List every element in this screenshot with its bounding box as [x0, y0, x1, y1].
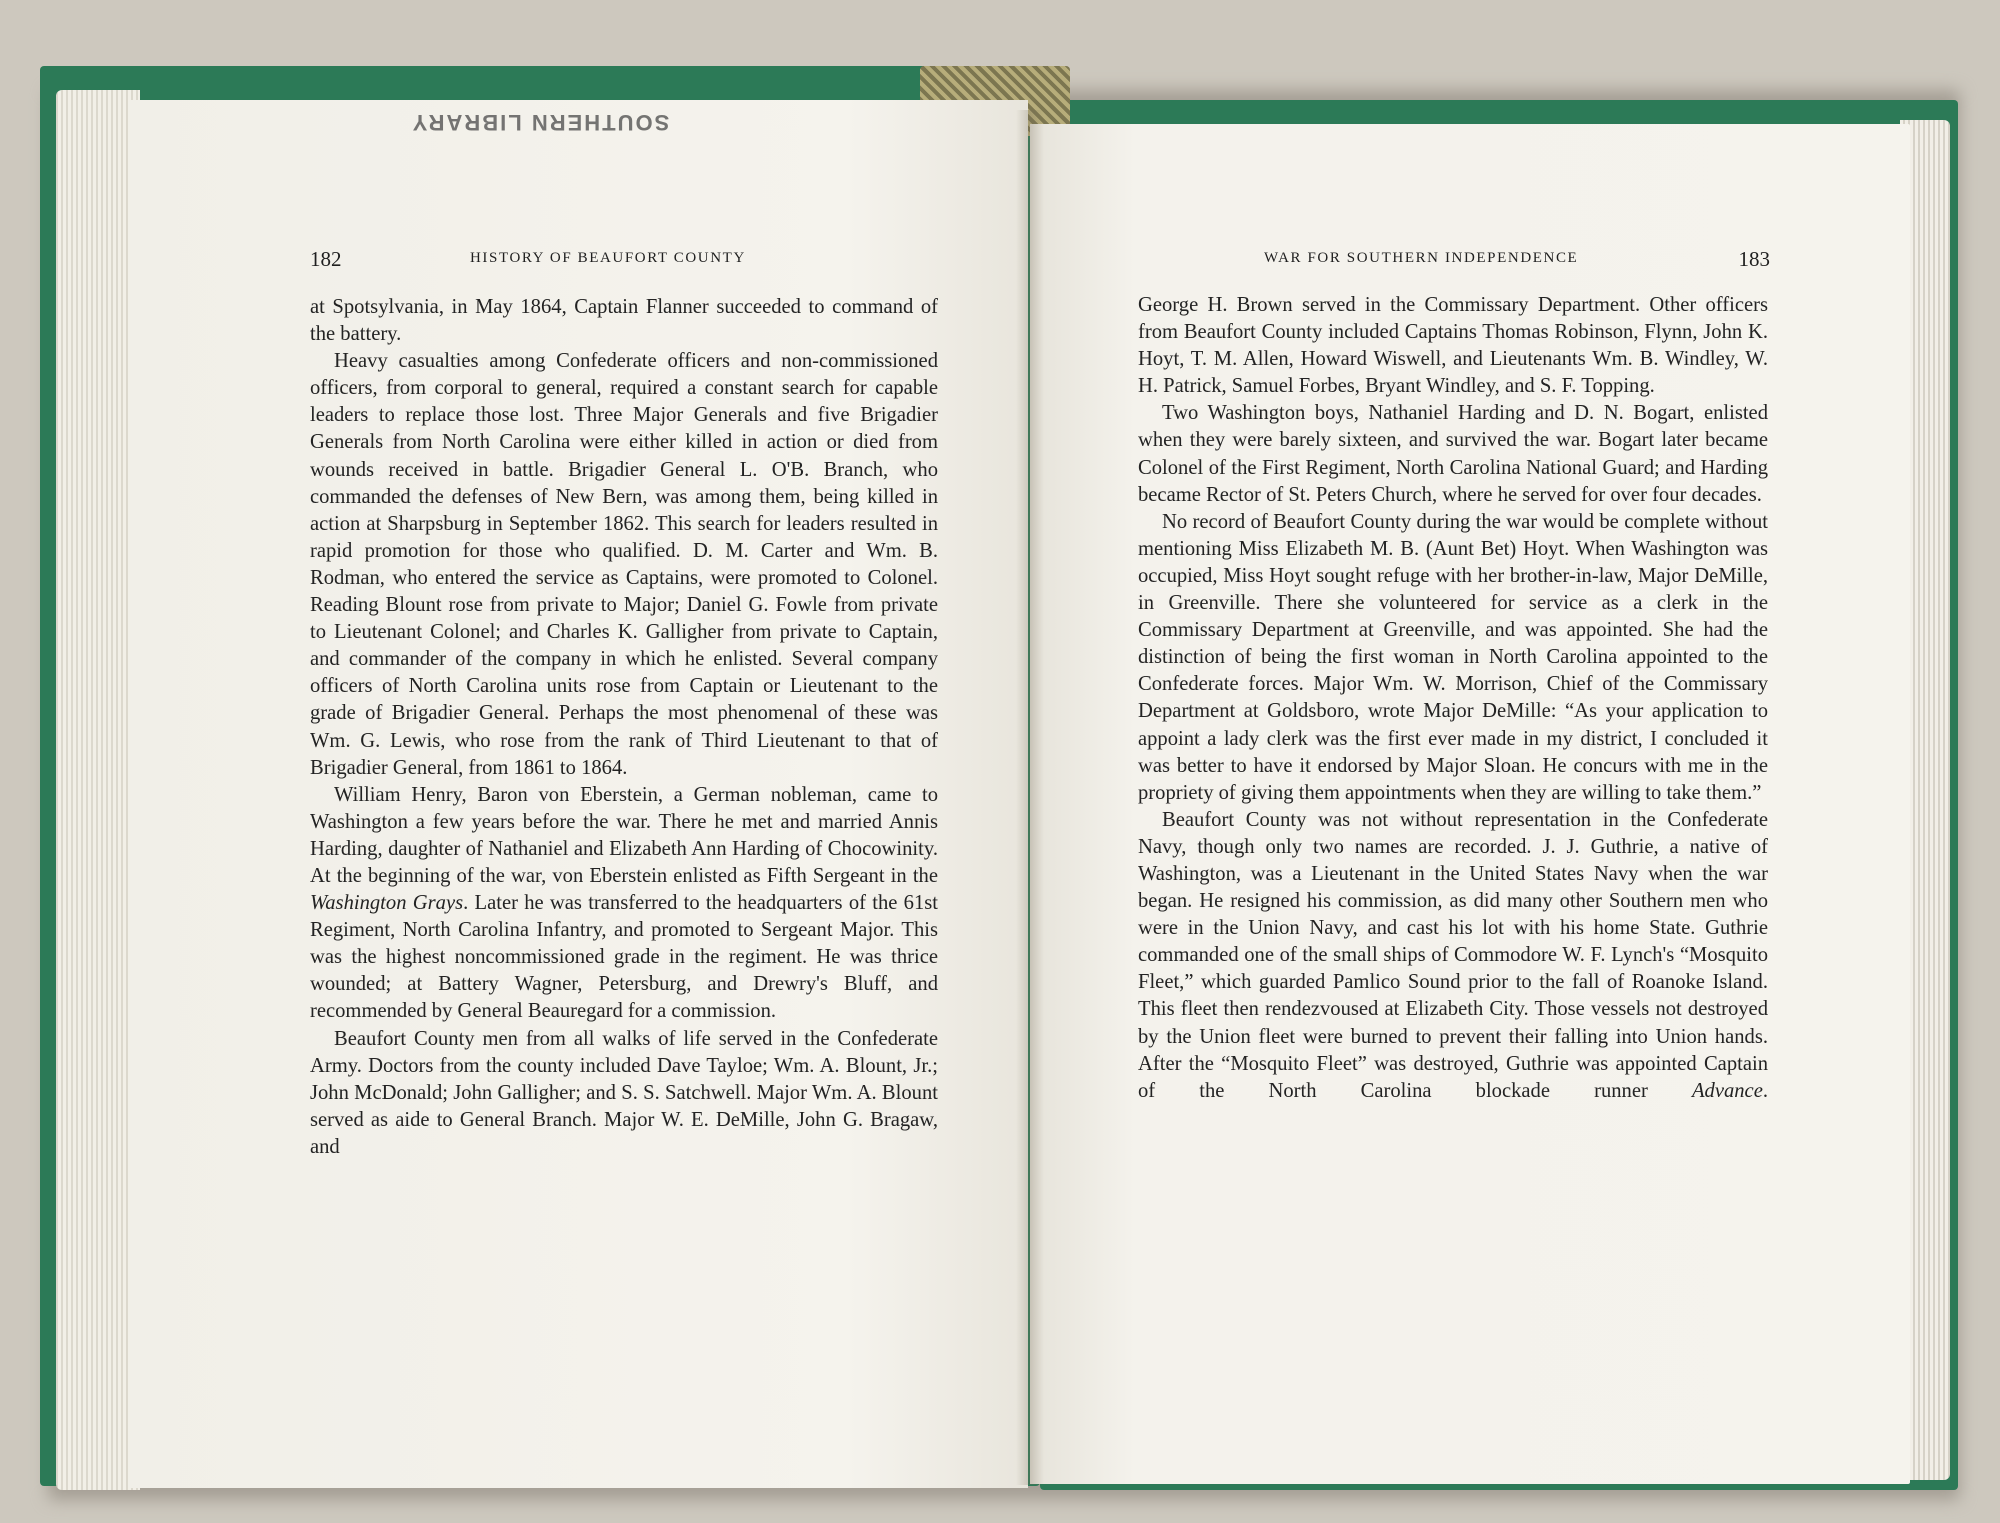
- left-page-body: [310, 294, 938, 1161]
- text-run: .: [1762, 1079, 1768, 1102]
- right-page-number: 183: [1738, 247, 1770, 271]
- left-page-number: 182: [310, 247, 342, 271]
- italic-ship-name: Advance: [1691, 1079, 1763, 1102]
- right-page-header: [1140, 247, 1770, 281]
- text-run: Beaufort County was not without representation in the Confederate Navy, though only two names are recorded. J. J. Guthrie, a native of Washington, was a Lieutenant in the United States Navy when the war began. He resigned his commission, as did many other Southern men who were in the Union Navy, and cast his lot with his home State. Guthrie commanded one of the small ships of Commodore W. F. Lynch's “Mosquito Fleet,” which guarded Pamlico Sound prior to the fall of Roanoke Island. This fleet then rendezvoused at Elizabeth City. Those vessels not destroyed by the Union fleet were burned to prevent their falling into Union hands. After the “Mosquito Fleet” was destroyed, Guthrie was appointed Captain of the North Carolina blockade runner: [1138, 808, 1768, 1102]
- paragraph: Beaufort County men from all walks of life served in the Confederate Army. Doctors from the county included Dave Tayloe; Wm. A. Blount, Jr.; John McDonald; John Galligher; and S. S. Satchwell. Major Wm. A. Blount served as aide to General Branch. Major W. E. DeMille, John G. Bragaw, and: [310, 1027, 938, 1158]
- paragraph-navy: [1138, 807, 1768, 1105]
- left-page-header: [310, 247, 940, 281]
- paragraph: Heavy casualties among Confederate officers and non-commissioned officers, from corporal to general, required a constant search for capable leaders to replace those lost. Three Major Generals and five Brigadier Generals from North Carolina were either killed in action or died from wounds received in battle. Brigadier General L. O'B. Branch, who commanded the defenses of New Bern, was among them, being killed in action at Sharpsburg in September 1862. This search for leaders resulted in rapid promotion for those who qualified. D. M. Carter and Wm. B. Rodman, who entered the service as Captains, were promoted to Colonel. Reading Blount rose from private to Major; Daniel G. Fowle from private to Lieutenant Colonel; and Charles K. Galligher from private to Captain, and commander of the company in which he enlisted. Several company officers of North Carolina units rose from Captain or Lieutenant to the grade of Brigadier General. Perhaps the most phenomenal of these was Wm. G. Lewis, who rose from the rank of Third Lieutenant to that of Brigadier General, from 1861 to 1864.: [310, 350, 938, 779]
- paragraph: at Spotsylvania, in May 1864, Captain Flanner succeeded to command of the battery.: [310, 296, 938, 346]
- book-gutter: [1016, 110, 1044, 1485]
- paragraph-eberstein: [310, 782, 938, 1026]
- text-run: William Henry, Baron von Eberstein, a German nobleman, came to Washington a few years before the war. There he met and married Annis Harding, daughter of Nathaniel and Elizabeth Ann Harding of Chocowinity. At the beginning of the war, von Eberstein enlisted as Fifth Sergeant in the: [310, 783, 938, 887]
- library-stamp: SOUTHERN LIBRARY: [410, 110, 670, 135]
- right-running-head: WAR FOR SOUTHERN INDEPENDENCE: [1264, 250, 1579, 266]
- right-page-body: [1138, 292, 1768, 1105]
- paragraph: No record of Beaufort County during the war would be complete without mentioning Miss Elizabeth M. B. (Aunt Bet) Hoyt. When Washington was occupied, Miss Hoyt sought refuge with her brother-in-law, Major DeMille, in Greenville. There she volunteered for service as a clerk in the Commissary Department at Greenville, and was appointed. She had the distinction of being the first woman in North Carolina appointed to the Confederate forces. Major Wm. W. Morrison, Chief of the Commissary Department at Goldsboro, wrote Major DeMille: “As your application to appoint a lady clerk was the first ever made in my district, I concluded it was better to have it endorsed by Major Sloan. He concurs with me in the propriety of giving them appointments when they are willing to take them.”: [1138, 510, 1768, 804]
- italic-unit-name: Washington Grays: [310, 892, 464, 915]
- paragraph: George H. Brown served in the Commissary Department. Other officers from Beaufort County included Captains Thomas Robinson, Flynn, John K. Hoyt, T. M. Allen, Howard Wiswell, and Lieutenants Wm. B. Windley, W. H. Patrick, Samuel Forbes, Bryant Windley, and S. F. Topping.: [1138, 294, 1768, 398]
- text-run: . Later he was transferred to the headquarters of the 61st Regiment, North Carolina Infantry, and promoted to Sergeant Major. This was the highest noncommissioned grade in the regiment. He was thrice wounded; at Battery Wagner, Petersburg, and Drewry's Bluff, and recommended by General Beauregard for a commission.: [310, 892, 938, 1023]
- left-running-head: HISTORY OF BEAUFORT COUNTY: [470, 250, 746, 266]
- paragraph: Two Washington boys, Nathaniel Harding and D. N. Bogart, enlisted when they were barely sixteen, and survived the war. Bogart later became Colonel of the First Regiment, North Carolina National Guard; and Harding became Rector of St. Peters Church, where he served for over four decades.: [1138, 402, 1768, 506]
